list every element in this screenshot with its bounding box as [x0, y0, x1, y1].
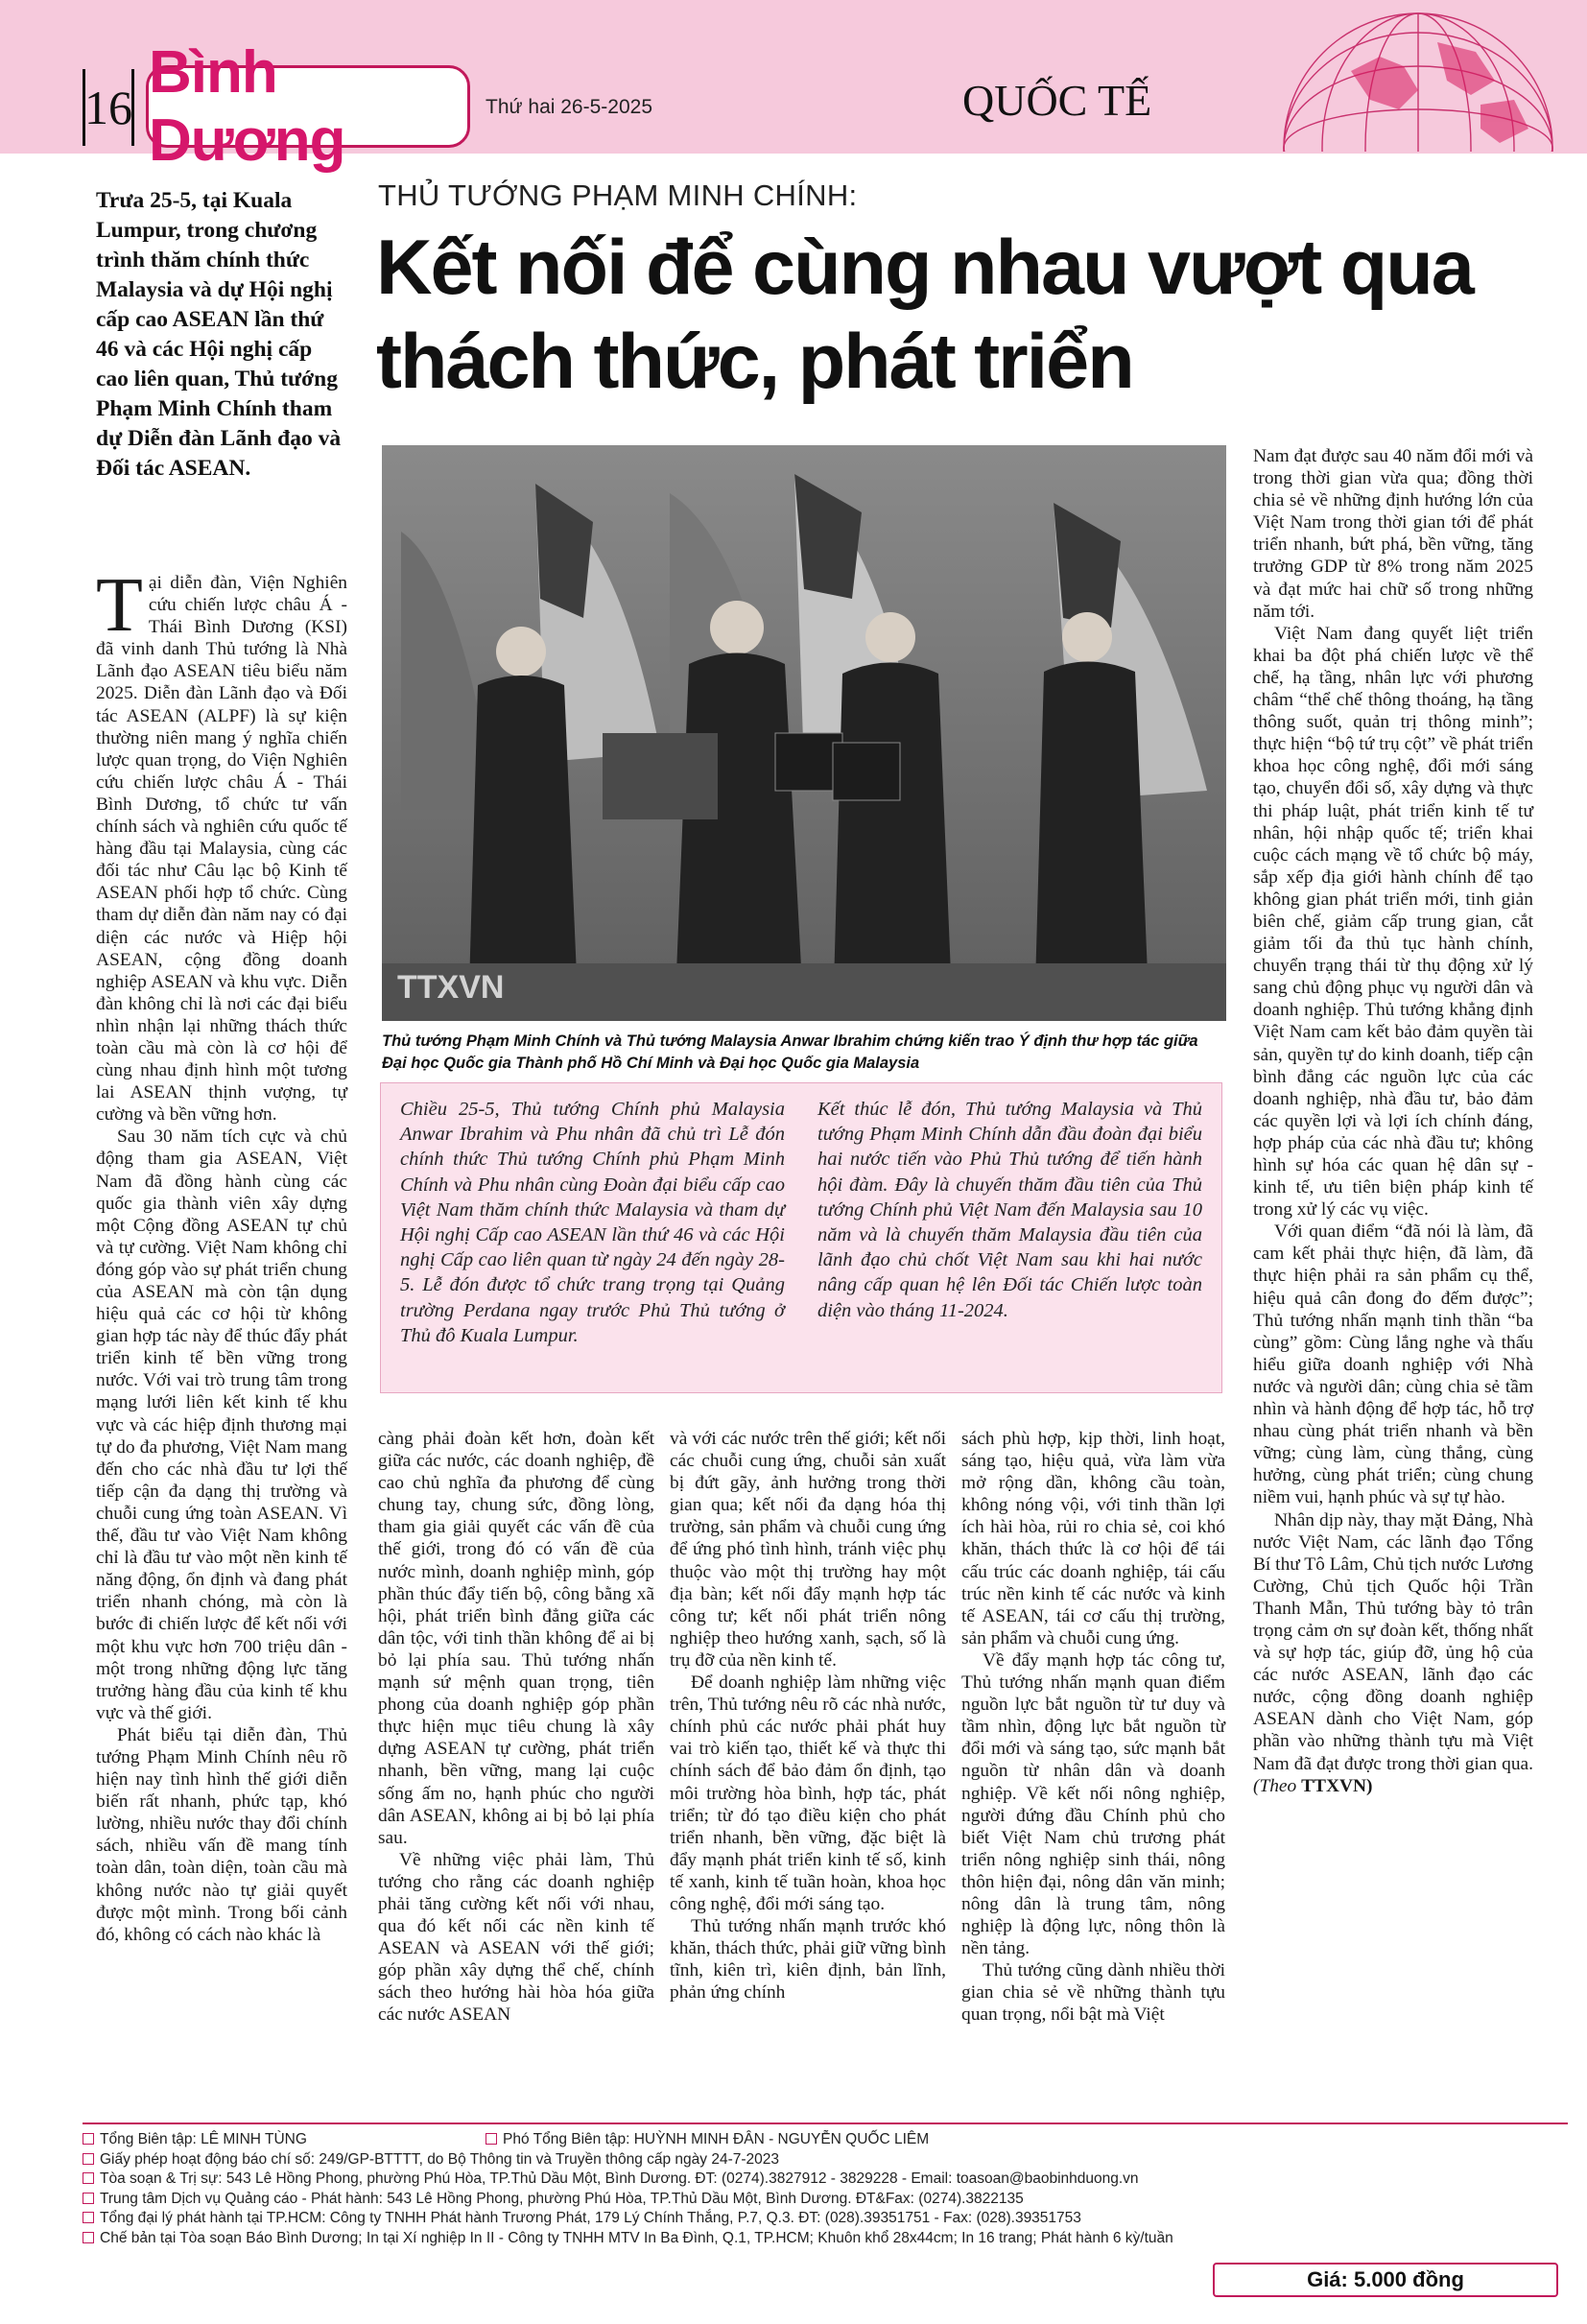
table	[603, 733, 718, 819]
article-headline[interactable]: Kết nối để cùng nhau vượt qua thách thức, phát triển	[376, 225, 1473, 405]
bullet-icon	[83, 2153, 94, 2165]
print-info-text: Chế bản tại Tòa soạn Báo Bình Dương; In tại Xí nghiệp In II - Công ty TNHH MTV In Ba Đình, Q.1, TP.HCM; Khuôn khổ 28x44cm; In 16 trang; Phát hành 6 kỳ/tuần	[100, 2229, 1173, 2246]
license-text: Giấy phép hoạt động báo chí số: 249/GP-BTTTT, do Bộ Thông tin và Truyền thông cấp ngày 24-7-2023	[100, 2150, 779, 2168]
price-box: Giá: 5.000 đồng	[1213, 2263, 1558, 2297]
footer-row-editors	[83, 2130, 1568, 2150]
article-kicker: THỦ TƯỚNG PHẠM MINH CHÍNH:	[378, 178, 858, 212]
body-paragraph: Để doanh nghiệp làm những việc trên, Thủ tướng nêu rõ các nhà nước, chính phủ các nước phải phát huy vai trò kiến tạo, thiết kế và thực thi chính sách để bảo đảm ổn định, tạo môi trường hòa bình, hợp tác, phát triển; từ đó tạo điều kiện cho phát triển nhanh, bền vững, đặc biệt là đẩy mạnh phát triển kinh tế số, kinh tế xanh, kinh tế tuần hoàn, khoa học công nghệ, đổi mới sáng tạo.	[670, 1672, 946, 1914]
bullet-icon	[83, 2133, 94, 2145]
carpet	[382, 963, 1226, 1021]
bullet-icon	[83, 2232, 94, 2243]
publication-date: Thứ hai 26-5-2025	[486, 96, 652, 118]
photo-ceremony-illustration	[382, 445, 1226, 1021]
newspaper-logo[interactable]: Bình Dương	[146, 65, 470, 148]
body-paragraph: Thủ tướng cũng dành nhiều thời gian chia sẻ về những thành tựu quan trọng, nổi bật mà Việt	[961, 1960, 1225, 2026]
footer-row-office	[83, 2170, 1568, 2190]
article-source	[1253, 1776, 1372, 1796]
photo-caption: Thủ tướng Phạm Minh Chính và Thủ tướng Malaysia Anwar Ibrahim chứng kiến trao Ý định thư hợp tác giữa Đại học Quốc gia Thành phố Hồ Chí Minh và Đại học Quốc gia Malaysia	[382, 1032, 1198, 1072]
paragraph-text: Nhân dịp này, thay mặt Đảng, Nhà nước Việt Nam, các lãnh đạo Tổng Bí thư Tô Lâm, Chủ tịch nước Lương Cường, Chủ tịch Quốc hội Trần Thanh Mẫn, Thủ tướng bày tỏ trân trọng cảm ơn sự đoàn kết, thống nhất và sự hợp tác, giúp đỡ, ủng hộ của các nước ASEAN, lãnh đạo các nước, cộng đồng doanh nghiệp ASEAN dành cho Việt Nam, góp phần vào những thành tựu mà Việt Nam đã đạt được trong thời gian qua.	[1253, 1509, 1533, 1774]
bullet-icon	[83, 2193, 94, 2204]
body-column-5	[1253, 445, 1533, 1797]
footer-row-hcm	[83, 2209, 1568, 2229]
agreement-folder-right	[833, 743, 900, 800]
body-paragraph	[96, 563, 347, 1126]
sapo-box	[380, 1082, 1222, 1393]
body-column-2	[378, 1428, 654, 2027]
ads-text: Trung tâm Dịch vụ Quảng cáo - Phát hành: 543 Lê Hồng Phong, phường Phú Hòa, TP.Thủ Dầu Một, Bình Dương. ĐT&Fax: (0274).3822135	[100, 2190, 1024, 2207]
article-lead: Trưa 25-5, tại Kuala Lumpur, trong chương trình thăm chính thức Malaysia và dự Hội nghị cấp cao ASEAN lần thứ 46 và các Hội nghị cấp cao liên quan, Thủ tướng Phạm Minh Chính tham dự Diễn đàn Lãnh đạo và Đối tác ASEAN.	[96, 188, 342, 481]
source-prefix: (Theo	[1253, 1775, 1297, 1796]
globe-icon	[1274, 4, 1562, 152]
body-paragraph: Với quan điểm “đã nói là làm, đã cam kết phải thực hiện, đã làm, đã thực hiện phải ra sản phẩm cụ thể, hiệu quả cân đong đo đếm được”; Thủ tướng nhấn mạnh tinh thần “ba cùng” gồm: Cùng lắng nghe và thấu hiểu giữa doanh nghiệp với Nhà nước và người dân; cùng chia sẻ tầm nhìn và hành động để hợp tác, hỗ trợ nhau cùng phát triển nhanh và bền vững; cùng làm, cùng thắng, cùng hưởng, cùng phát triển; cùng chung niềm vui, hạnh phúc và sự tự hào.	[1253, 1221, 1533, 1508]
body-paragraph	[1253, 1509, 1533, 1797]
body-paragraph: Việt Nam đang quyết liệt triển khai ba đột phá chiến lược về thể chế, hạ tầng, nhân lực với phương châm “thể chế thông thoáng, hạ tầng thông suốt, quản trị thông minh”; thực hiện “bộ tứ trụ cột” về phát triển khoa học công nghệ, đổi mới sáng tạo, chuyển đổi số, xây dựng và thực thi pháp luật, phát triển kinh tế tư nhân, hội nhập quốc tế; triển khai cuộc cách mạng về tổ chức bộ máy, sắp xếp địa giới hành chính để tạo không gian phát triển mới, tinh giản biên chế, giảm cấp trung gian, cắt giảm tối đa thủ tục hành chính, chuyển trạng thái từ thụ động xử lý sang chủ động phục vụ người dân và doanh nghiệp. Thủ tướng khẳng định Việt Nam cam kết bảo đảm quyền tài sản, quyền tự do kinh doanh, tiếp cận bình đẳng các nguồn lực của các doanh nghiệp, nhà đầu tư, bảo đảm các quyền lợi và lợi ích chính đáng, hợp pháp của các nhà đầu tư; không hình sự hóa các quan hệ dân sự - kinh tế, ưu tiên biện pháp kinh tế trong xử lý các vụ việc.	[1253, 623, 1533, 1221]
body-column-4	[961, 1428, 1225, 2027]
body-column-3	[670, 1428, 946, 2004]
drop-cap: T	[96, 563, 143, 648]
bullet-icon	[83, 2172, 94, 2184]
footer-row-license	[83, 2150, 1568, 2170]
article-photo	[382, 445, 1226, 1021]
body-column-1	[96, 563, 347, 1946]
body-paragraph: Thủ tướng nhấn mạnh trước khó khăn, thách thức, phải giữ vững bình tĩnh, kiên trì, kiên định, bản lĩnh, phản ứng chính	[670, 1916, 946, 2004]
bullet-icon	[83, 2212, 94, 2223]
deputy-editors	[486, 2130, 929, 2150]
photo-watermark: TTXVN	[397, 969, 505, 1006]
section-title: QUỐC TẾ	[962, 76, 1152, 125]
body-paragraph: Phát biểu tại diễn đàn, Thủ tướng Phạm Minh Chính nêu rõ hiện nay tình hình thế giới diễn biến rất nhanh, phức tạp, khó lường, nhiều nước thay đổi chính sách, nhiều vấn đề mang tính toàn dân, toàn diện, toàn cầu mà không nước nào tự giải quyết được một mình. Trong bối cảnh đó, không có cách nào khác là	[96, 1724, 347, 1945]
bullet-icon	[486, 2133, 497, 2145]
body-paragraph: Về đẩy mạnh hợp tác công tư, Thủ tướng nhấn mạnh quan điểm nguồn lực bắt nguồn từ tư duy và tầm nhìn, động lực bắt nguồn từ đổi mới và sáng tạo, sức mạnh bắt nguồn từ nhân dân và doanh nghiệp. Về kết nối nông nghiệp, người đứng đầu Chính phủ cho biết Việt Nam chủ trương phát triển nông nghiệp sinh thái, nông thôn hiện đại, nông dân văn minh; nông dân là trung tâm, nông nghiệp là động lực, nông thôn là nền tảng.	[961, 1649, 1225, 1959]
body-paragraph: Sau 30 năm tích cực và chủ động tham gia ASEAN, Việt Nam đã đồng hành cùng các quốc gia thành viên xây dựng một Cộng đồng ASEAN tự chủ và tự cường. Việt Nam không chỉ đóng góp vào sự phát triển chung của ASEAN mà còn tận dụng hiệu quả các cơ hội từ không gian hợp tác này để thúc đẩy phát triển kinh tế bền vững trong nước. Với vai trò trung tâm trong mạng lưới liên kết kinh tế khu vực và các hiệp định thương mại tự do đa phương, Việt Nam mang đến cho các nhà đầu tư lợi thế tiếp cận đa dạng thị trường và chuỗi cung ứng toàn ASEAN. Vì thế, đầu tư vào Việt Nam không chỉ là đầu tư vào một nền kinh tế năng động, ổn định và đang phát triển nhanh chóng, mà còn là bước đi chiến lược để kết nối với một khu vực hơn 700 triệu dân - một trong những động lực tăng trưởng hàng đầu của kinh tế khu vực và thế giới.	[96, 1126, 347, 1723]
office-text[interactable]: Tòa soạn & Trị sự: 543 Lê Hồng Phong, phường Phú Hòa, TP.Thủ Dầu Một, Bình Dương. ĐT: (0274).3827912 - 3829228 - Email: toasoan@baobinhduong.vn	[100, 2170, 1139, 2188]
page-number: 16	[83, 69, 134, 146]
body-paragraph: Nam đạt được sau 40 năm đổi mới và trong thời gian vừa qua; đồng thời chia sẻ về những định hướng lớn của Việt Nam trong thời gian tới để phát triển nhanh, bứt phá, bền vững, tăng trưởng GDP từ 8% trong năm 2025 và đạt mức hai chữ số trong những năm tới.	[1253, 446, 1533, 622]
body-paragraph: sách phù hợp, kịp thời, linh hoạt, sáng tạo, hiệu quả, vừa làm vừa mở rộng dần, không cầu toàn, không nóng vội, với tinh thần lợi ích hài hòa, rủi ro chia sẻ, coi khó khăn, thách thức là cơ hội để tái cấu trúc các doanh nghiệp, tái cấu trúc nền kinh tế các nước và kinh tế ASEAN, tái cơ cấu thị trường, sản phẩm và chuỗi cung ứng.	[961, 1429, 1225, 1648]
editor-in-chief: Tổng Biên tập: LÊ MINH TÙNG	[100, 2131, 307, 2147]
masthead-band	[0, 0, 1587, 174]
body-paragraph: càng phải đoàn kết hơn, đoàn kết giữa các nước, các doanh nghiệp, đề cao chủ nghĩa đa phương để cùng chung tay, chung sức, đồng lòng, tham gia giải quyết các vấn đề của thế giới, trong đó có vấn đề của nước mình, doanh nghiệp mình, góp phần thúc đẩy tiến bộ, công bằng xã hội, phát triển bình đẳng giữa các dân tộc, với tinh thần không để ai bị bỏ lại phía sau. Thủ tướng nhấn mạnh sứ mệnh quan trọng, tiên phong của doanh nghiệp góp phần thực hiện mục tiêu chung là xây dựng ASEAN tự cường, phát triển nhanh, bền vững, mang lại cuộc sống ấm no, hạnh phúc cho người dân ASEAN, không ai bị bỏ lại phía sau.	[378, 1429, 654, 1848]
source-agency: TTXVN)	[1301, 1775, 1373, 1796]
deputy-editors-text: Phó Tổng Biên tập: HUỲNH MINH ĐÂN - NGUYỄN QUỐC LIÊM	[503, 2131, 930, 2147]
body-paragraph: Về những việc phải làm, Thủ tướng cho rằng các doanh nghiệp phải tăng cường kết nối với nhau, qua đó kết nối các nền kinh tế ASEAN và ASEAN với thế giới; góp phần xây dựng thể chế, chính sách theo hướng hài hòa hóa giữa các nước ASEAN	[378, 1849, 654, 2026]
sapo-paragraph: Chiều 25-5, Thủ tướng Chính phủ Malaysia Anwar Ibrahim và Phu nhân đã chủ trì Lễ đón chính thức Thủ tướng Chính phủ Phạm Minh Chính và Phu nhân cùng Đoàn đại biểu cấp cao Việt Nam thăm chính thức Malaysia và tham dự Hội nghị Cấp cao ASEAN lần thứ 46 và các Hội nghị Cấp cao liên quan từ ngày 24 đến ngày 28-5. Lễ đón được tổ chức trang trọng tại Quảng trường Perdana ngay trước Phủ Thủ tướng ở Thủ đô Kuala Lumpur.	[400, 1099, 785, 1346]
footer-row-ads	[83, 2190, 1568, 2210]
sapo-paragraph: Kết thúc lễ đón, Thủ tướng Malaysia và Thủ tướng Phạm Minh Chính dẫn đầu đoàn đại biểu hai nước tiến vào Phủ Thủ tướng để tiến hành hội đàm. Đây là chuyến thăm đầu tiên của Thủ tướng Chính phủ Việt Nam đến Malaysia sau 10 năm và là chuyến thăm Malaysia đầu tiên của lãnh đạo chủ chốt Việt Nam sau khi hai nước nâng cấp quan hệ lên Đối tác Chiến lược toàn diện vào tháng 11-2024.	[817, 1099, 1202, 1321]
paragraph-text: ại diễn đàn, Viện Nghiên cứu chiến lược châu Á - Thái Bình Dương (KSI) đã vinh danh Thủ tướng là Nhà Lãnh đạo ASEAN tiêu biểu năm 2025. Diễn đàn Lãnh đạo và Đối tác ASEAN (ALPF) là sự kiện thường niên mang ý nghĩa chiến lược quan trọng, do Viện Nghiên cứu chiến lược châu Á - Thái Bình Dương, tổ chức tư vấn chính sách và nghiên cứu quốc tế hàng đầu tại Malaysia, cùng các đối tác như Câu lạc bộ Kinh tế ASEAN phối hợp tổ chức. Cùng tham dự diễn đàn năm nay có đại diện các nước và Hiệp hội ASEAN, cộng đồng doanh nghiệp ASEAN và khu vực. Diễn đàn không chỉ là nơi các đại biểu nhìn nhận lại những thách thức toàn cầu mà còn là cơ hội để cùng nhau định hình một tương lai ASEAN thịnh vượng, tự cường và bền vững hơn.	[96, 573, 347, 1126]
hcm-distributor-text: Tổng đại lý phát hành tại TP.HCM: Công ty TNHH Phát hành Trương Phát, 179 Lý Chính Thắng, P.7, Q.3. ĐT: (028).39351751 - Fax: (028).39351753	[100, 2210, 1081, 2227]
body-paragraph: và với các nước trên thế giới; kết nối các chuỗi cung ứng, chuỗi sản xuất bị đứt gãy, ảnh hưởng trong thời gian qua; kết nối đa dạng hóa thị trường, sản phẩm và chuỗi cung ứng để ứng phó tình hình, tránh việc phụ thuộc vào một thị trường hay một địa bàn; kết nối đẩy mạnh hợp tác công tư; kết nối phát triển nông nghiệp theo hướng xanh, sạch, số là trụ đỡ của nền kinh tế.	[670, 1429, 946, 1671]
footer-row-print	[83, 2229, 1568, 2249]
